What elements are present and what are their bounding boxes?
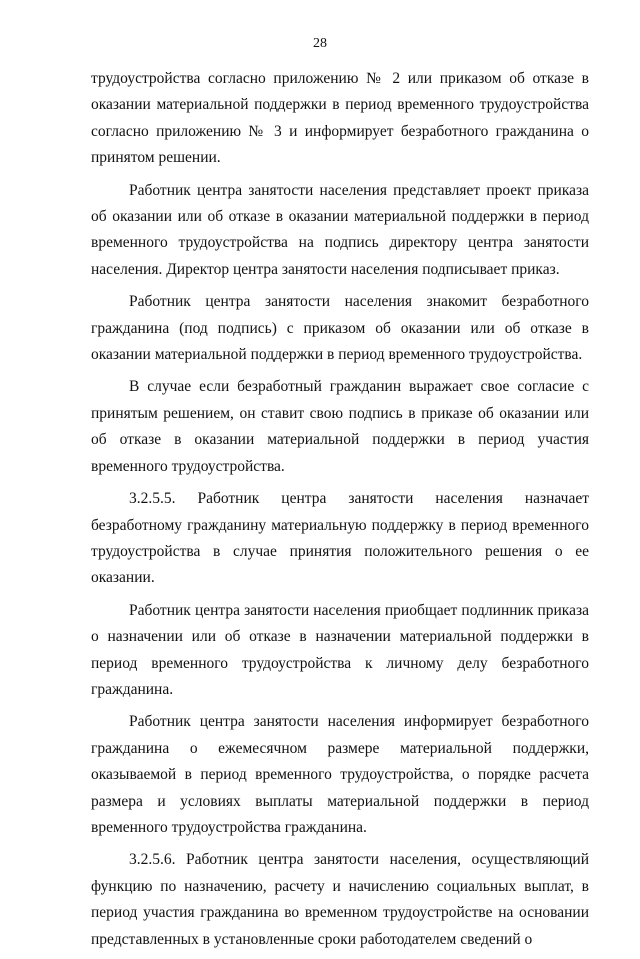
paragraph: трудоустройства согласно приложению № 2 или приказом об отказе в оказании материальной поддержки в период временного трудоустройства согласно приложению № 3 и информирует безработного гражданина о принятом решении. bbox=[91, 70, 589, 167]
paragraph: 3.2.5.5. Работник центра занятости населения назначает безработному гражданину материальную поддержку в период временного трудоустройства в случае принятия положительного решения о ее оказании. bbox=[91, 490, 589, 587]
paragraph: Работник центра занятости населения знакомит безработного гражданина (под подпись) с приказом об оказании или об отказе в оказании материальной поддержки в период временного трудоустройства. bbox=[91, 293, 589, 364]
paragraph: Работник центра занятости населения представляет проект приказа об оказании или об отказе в оказании материальной поддержки в период временного трудоустройства на подпись директору центра занятости населения. Директор центра занятости населения подписывает приказ. bbox=[91, 181, 589, 278]
paragraph: Работник центра занятости населения информирует безработного гражданина о ежемесячном размере материальной поддержки, оказываемой в период временного трудоустройства, о порядке расчета размера и условиях выплаты материальной поддержки в период временного трудоустройства гражданина. bbox=[91, 713, 589, 836]
paragraph: Работник центра занятости населения приобщает подлинник приказа о назначении или об отказе в назначении материальной поддержки в период временного трудоустройства к личному делу безработного гражданина. bbox=[91, 601, 589, 698]
document-body bbox=[91, 66, 589, 959]
paragraph: В случае если безработный гражданин выражает свое согласие с принятым решением, он ставит свою подпись в приказе об оказании или об отказе в оказании материальной поддержки в период участия временного трудоустройства. bbox=[91, 378, 589, 475]
page-number: 28 bbox=[313, 36, 327, 51]
paragraph: 3.2.5.6. Работник центра занятости населения, осуществляющий функцию по назначению, расчету и начислению социальных выплат, в период участия гражданина во временном трудоустройстве на основании представленных в установленные сроки работодателем сведений о bbox=[91, 851, 589, 948]
